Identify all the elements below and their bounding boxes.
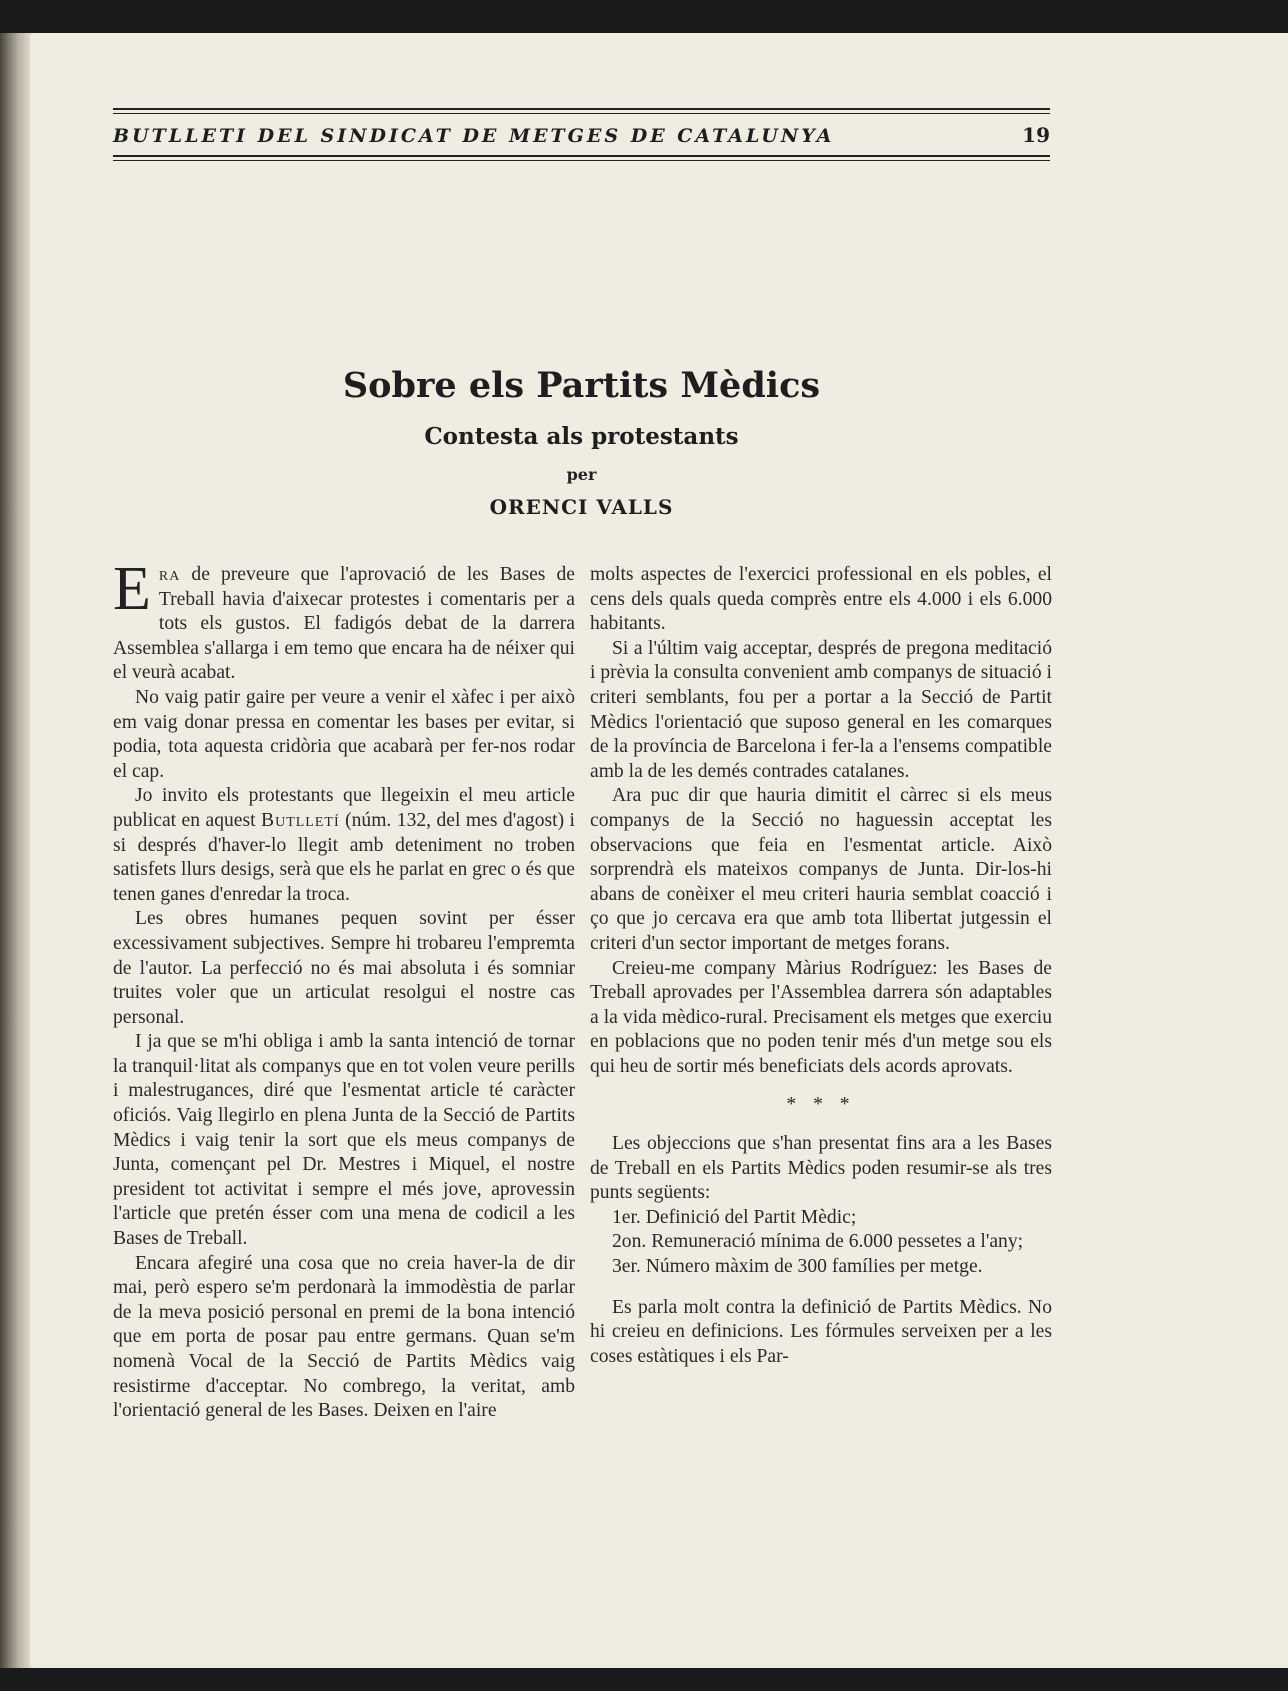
running-header [113,108,1050,161]
header-rule-top [113,108,1050,114]
list-item: 2on. Remuneració mínima de 6.000 pessetes a l'any; [612,1231,1024,1253]
paragraph: Encara afegiré una cosa que no creia haver-la de dir mai, però espero se'm perdonarà la immodèstia de parlar de la meva posició personal en premi de la bona intenció que em porta de posar pau entre germans. Quan se'm nomenà Vocal de la Secció de Partits Mèdics vaig resistirme d'acceptar. No combrego, la veritat, amb l'orientació general de les Bases. Deixen en l'aire [113,1252,575,1422]
text-column-left [113,555,575,1424]
article-subtitle: Contesta als protestants [424,423,739,450]
paragraph: Si a l'últim vaig acceptar, després de pregona meditació i prèvia la consulta convenient amb companys de situació i criteri semblants, fou per a portar a la Secció de Partit Mèdics l'orientació que suposo general en les comarques de la província de Barcelona i fer-la a l'ensems compatible amb la de les demés contrades catalanes. [590,637,1052,782]
text-column-right [590,563,1052,1369]
article-title: Sobre els Partits Mèdics [342,365,821,406]
paragraph: Creieu-me company Màrius Rodríguez: les Bases de Treball aprovades per l'Assemblea darrera són adaptables a la vida mèdico-rural. Precisament els metges que exerciu en poblacions que no poden tenir més d'un metge sou els qui heu de sortir més beneficiats dels acords aprovats. [590,957,1052,1077]
header-rule-bottom [113,155,1050,161]
article-author: ORENCI VALLS [489,495,674,519]
paragraph: Les obres humanes pequen sovint per ésser excessivament subjectives. Sempre hi trobareu l'empremta de l'autor. La perfecció no és mai absoluta i és somniar truites voler que un articulat resolgui el nostre cas personal. [113,908,575,1028]
paragraph: No vaig patir gaire per veure a venir el xàfec i per això em vaig donar pressa en comentar les bases per evitar, si podia, tota aquesta cridòria que acabarà per fer-nos rodar el cap. [113,686,575,782]
list-item: 1er. Definició del Partit Mèdic; [612,1206,857,1228]
paragraph: Ara puc dir que hauria dimitit el càrrec si els meus companys de la Secció no haguessin acceptat les observacions que feia en l'esmentat article. Això sorprendrà els mateixos companys de Junta. Dir-los-hi abans de conèixer el meu criteri hauria semblat coacció i ço que jo cercava era que amb tota llibertat jutgessin el criteri d'un sector important de metges forans. [590,785,1052,954]
paragraph: molts aspectes de l'exercici professional en els pobles, el cens dels quals queda comprès entre els 4.000 i els 6.000 habitants. [590,564,1052,635]
paragraph: Les objeccions que s'han presentat fins ara a les Bases de Treball en els Partits Mèdics poden resumir-se als tres punts següents: [590,1133,1052,1204]
paragraph: Era de preveure que l'aprovació de les Bases de Treball havia d'aixecar protestes i comentaris per a tots els gustos. El fadigós debat de la darrera Assemblea s'allarga i em temo que encara ha de néixer qui el veurà acabat. [113,555,575,684]
byline-per: per [566,465,597,484]
paragraph: I ja que se m'hi obliga i amb la santa intenció de tornar la tranquil·litat als companys que en tot volen veure perills i malestrugances, diré que l'esmentat article té caràcter oficiós. Vaig llegirlo en plena Junta de la Secció de Partits Mèdics i vaig tenir la sort que els meus companys de Junta, començant pel Dr. Mestres i Miquel, el nostre president tot activitat i sempre el més jove, aprovessin l'article que pretén ésser com una mena de codicil a les Bases de Treball. [113,1031,575,1250]
page-number: 19 [1022,123,1050,147]
paragraph: Jo invito els protestants que llegeixin el meu article publicat en aquest Butlletí (núm. 132, del mes d'agost) i si després d'haver-lo llegit amb deteniment no troben satisfets llurs desigs, serà que els he parlat en grec o és que tenen ganes d'enredar la troca. [113,785,575,905]
journal-name: BUTLLETI DEL SINDICAT DE METGES DE CATALUNYA [113,125,835,147]
paragraph: Es parla molt contra la definició de Partits Mèdics. No hi creieu en definicions. Les fórmules serveixen per a les coses estàtiques i els Par- [590,1296,1052,1367]
list-item: 3er. Número màxim de 300 famílies per metge. [612,1256,983,1278]
drop-cap: E [113,555,151,623]
book-spine-shadow [0,33,34,1668]
section-separator: * * * [786,1094,856,1116]
